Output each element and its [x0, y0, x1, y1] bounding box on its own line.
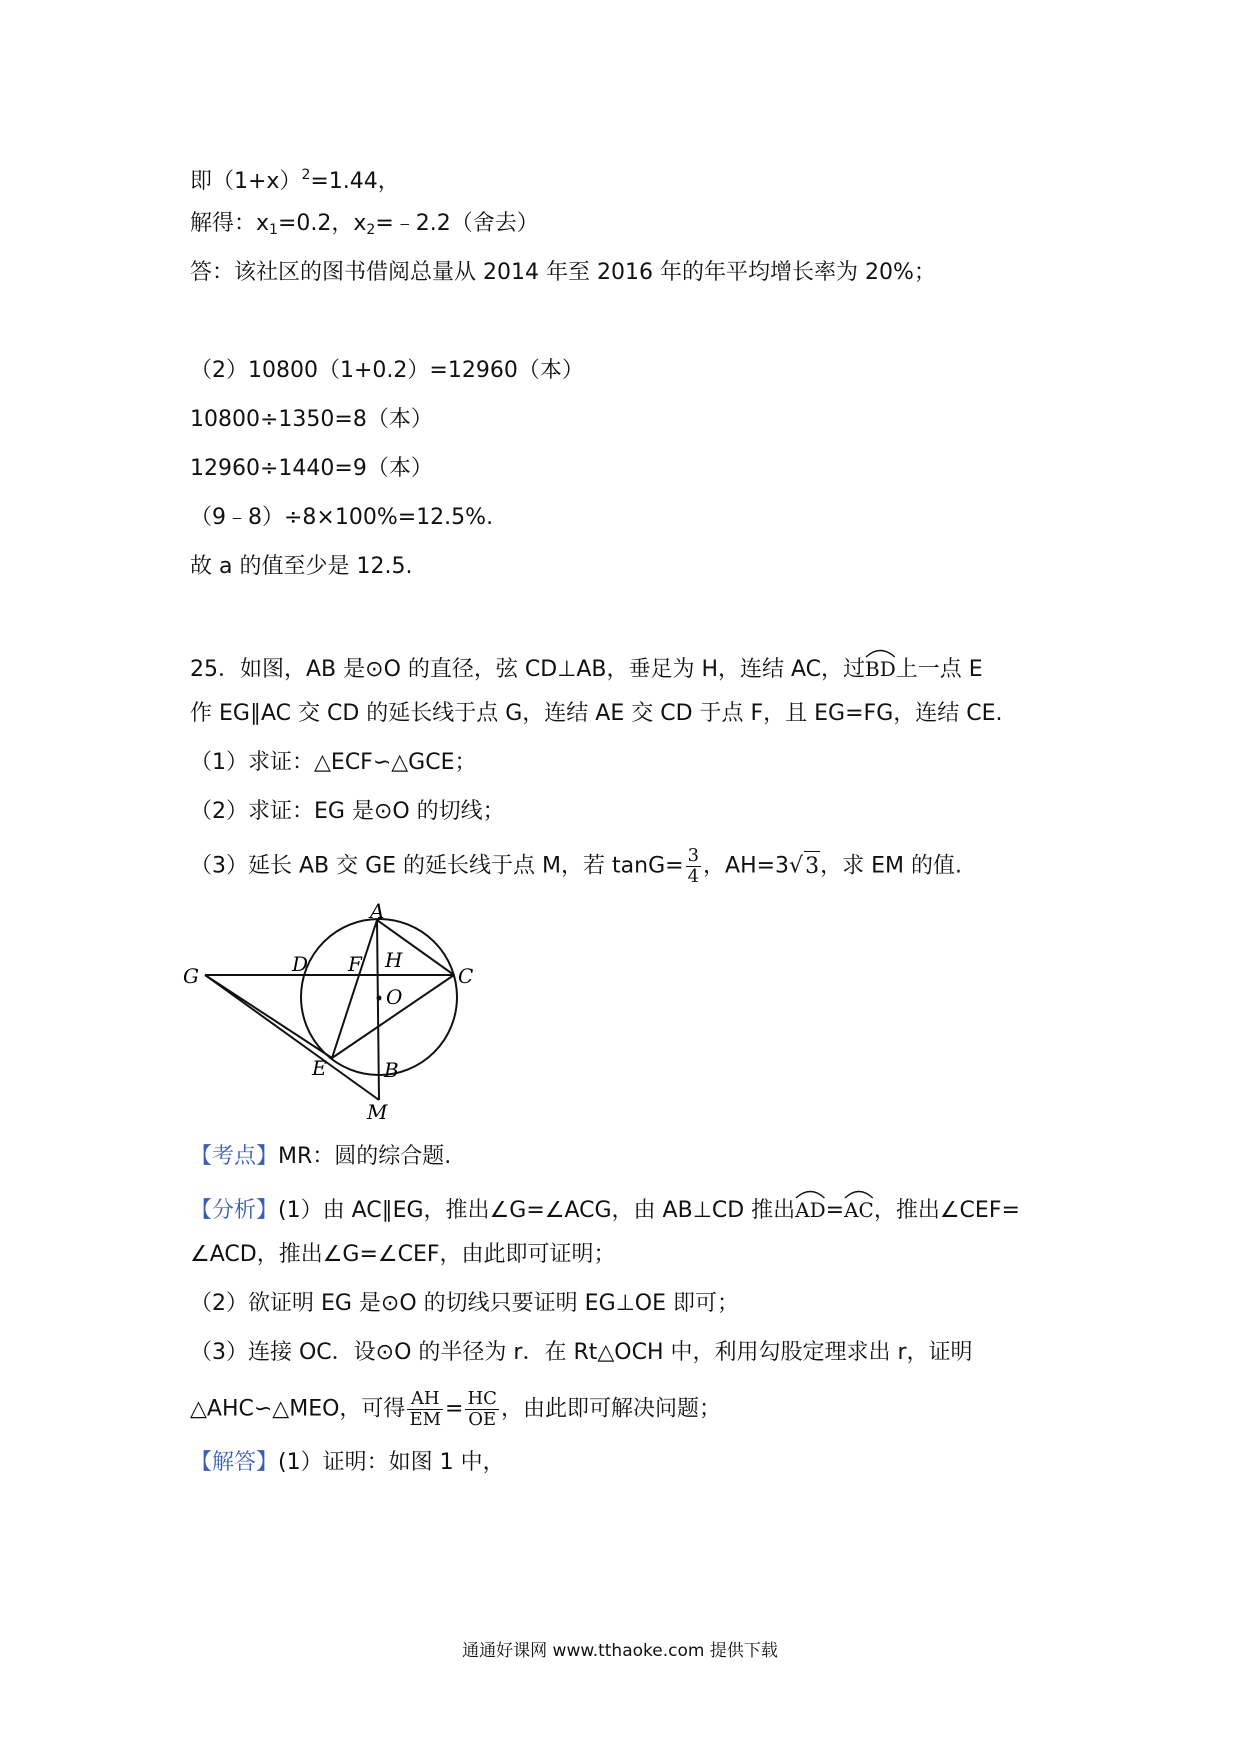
fenxi-line-5: △AHC∽△MEO，可得 $\frac{AH}{EM}$ = $\frac{HC}{OE}$ ，由此即可解决问题；	[190, 1388, 721, 1430]
solution-line-2: 解得：$x_1=0.2$，$x_2=﹣2.2$（舍去）	[190, 211, 539, 238]
solution-conclusion: 故 a 的值至少是 12.5.	[190, 554, 413, 579]
question-25-line-1: 25．如图，AB 是⊙O 的直径，弦 CD⊥AB，垂足为 H，连结 AC，过 BD上一点 E	[190, 650, 983, 685]
fenxi-line-2: ∠ACD，推出∠G=∠CEF，由此即可证明；	[190, 1242, 616, 1267]
arc-bd: BD	[865, 650, 896, 684]
center-point	[377, 996, 382, 1001]
kaodian-line: 【考点】MR：圆的综合题.	[190, 1144, 452, 1169]
arc-ad: AD	[795, 1191, 825, 1225]
fraction-hc-oe: $\frac{HC}{OE}$	[467, 1388, 497, 1430]
page-footer: 通通好课网 www.tthaoke.com 提供下载	[462, 1641, 778, 1661]
fraction-ah-em: $\frac{AH}{EM}$	[409, 1388, 442, 1430]
label-f: F	[348, 952, 362, 976]
jieda-line: 【解答】(1）证明：如图 1 中，	[190, 1450, 505, 1475]
label-d: D	[292, 952, 309, 976]
solution-part2-line-4: （9﹣8）÷8×100%=12.5%.	[190, 505, 494, 530]
line-ge	[205, 975, 332, 1058]
solution-part2-line-1: （2）10800（1+0.2）=12960（本）	[190, 358, 584, 383]
label-c: C	[458, 964, 474, 988]
superscript: 2	[301, 167, 311, 183]
label-g: G	[183, 964, 199, 988]
label-a: A	[370, 899, 385, 923]
fraction-3-4: $\frac{3}{4}$	[687, 845, 700, 887]
question-25-part-1: （1）求证：△ECF∽△GCE；	[190, 750, 477, 775]
geometry-figure	[180, 895, 480, 1130]
label-e: E	[312, 1056, 327, 1080]
solution-part2-line-2: 10800÷1350=8（本）	[190, 407, 433, 432]
label-b: B	[384, 1058, 399, 1082]
line-ab	[377, 920, 379, 1100]
fenxi-tag: 【分析】	[190, 1198, 279, 1223]
label-m: M	[367, 1100, 388, 1124]
fenxi-line-3: （2）欲证明 EG 是⊙O 的切线只要证明 EG⊥OE 即可；	[190, 1291, 739, 1316]
fenxi-line-1: 【分析】(1）由 AC∥EG，推出∠G=∠ACG，由 AB⊥CD 推出 AD= AC，推出∠CEF=	[190, 1191, 1020, 1226]
arc-ac: AC	[844, 1191, 874, 1225]
label-h: H	[385, 948, 403, 972]
answer-line: 答：该社区的图书借阅总量从 2014 年至 2016 年的年平均增长率为 20%；	[190, 260, 936, 285]
question-25-line-2: 作 EG∥AC 交 CD 的延长线于点 G，连结 AE 交 CD 于点 F，且 EG=FG，连结 CE.	[190, 701, 1003, 726]
solution-part2-line-3: 12960÷1440=9（本）	[190, 456, 433, 481]
jieda-tag: 【解答】	[190, 1450, 279, 1475]
question-25-part-2: （2）求证：EG 是⊙O 的切线；	[190, 799, 505, 824]
solution-line-1: 即$(1+x)^2=1.44$，	[190, 167, 400, 194]
line-ae	[332, 920, 377, 1058]
question-25-part-3: （3）延长 AB 交 GE 的延长线于点 M，若 tanG= $\frac{3}{4}$ ，AH=3√3，求 EM 的值.	[190, 845, 962, 887]
sqrt-symbol: √	[789, 853, 804, 879]
kaodian-tag: 【考点】	[190, 1144, 279, 1169]
fenxi-line-4: （3）连接 OC．设⊙O 的半径为 r．在 Rt△OCH 中，利用勾股定理求出 r，证明	[190, 1340, 973, 1365]
label-o: O	[386, 985, 403, 1009]
